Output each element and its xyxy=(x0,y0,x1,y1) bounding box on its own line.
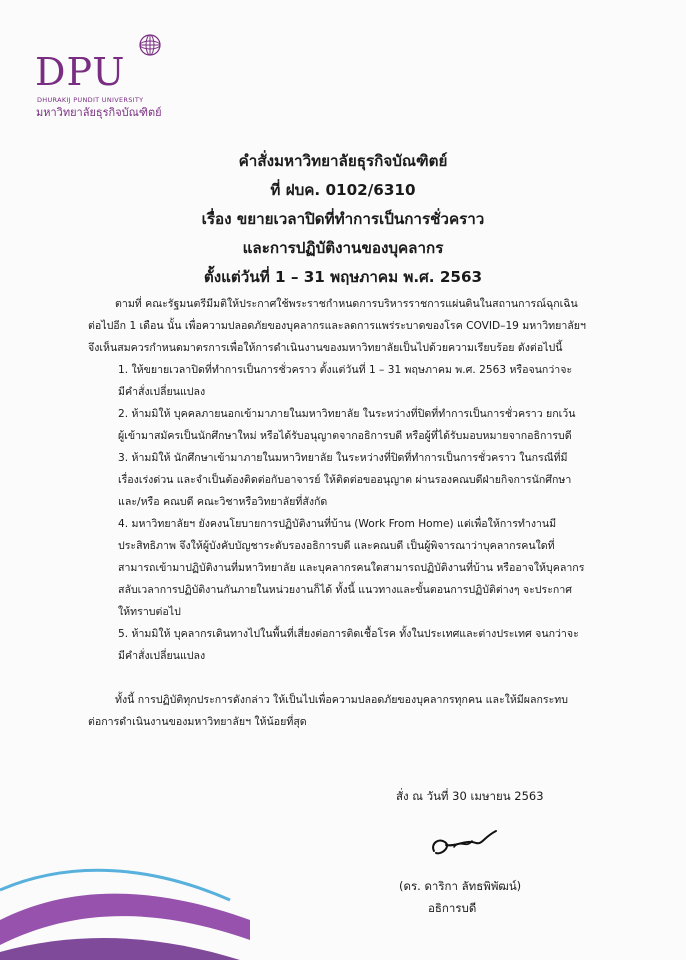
measure-line: 4. มหาวิทยาลัยฯ ยังคงนโยบายการปฏิบัติงานที่บ้าน (Work From Home) แต่เพื่อให้การทำงานมี xyxy=(118,518,557,530)
measure-line: ผู้เข้ามาสมัครเป็นนักศึกษาใหม่ หรือได้รับอนุญาตจากอธิการบดี หรือผู้ที่ได้รับมอบหมายจากอธิการบดี xyxy=(118,430,572,442)
measure-item-2 xyxy=(88,403,628,447)
heading-date-range: ตั้งแต่วันที่ 1 – 31 พฤษภาคม พ.ศ. 2563 xyxy=(203,268,483,286)
issued-date: สั่ง ณ วันที่ 30 เมษายน 2563 xyxy=(396,789,544,803)
measure-item-5 xyxy=(88,623,628,667)
logo-name-english: DHURAKIJ PUNDIT UNIVERSITY xyxy=(37,96,144,104)
closing-line: ต่อการดำเนินงานของมหาวิทยาลัยฯ ให้น้อยที่สุด xyxy=(88,716,307,728)
measure-line: มีคำสั่งเปลี่ยนแปลง xyxy=(118,386,206,398)
measure-line: สลับเวลาการปฏิบัติงานกันภายในหน่วยงานก็ได้ ทั้งนี้ แนวทางและขั้นตอนการปฏิบัติต่างๆ จะประกาศ xyxy=(118,584,573,596)
heading-order-number: ที่ ฝบค. 0102/6310 xyxy=(270,181,416,199)
signer-position: อธิการบดี xyxy=(428,901,477,915)
order-heading xyxy=(120,147,566,292)
measure-line: 1. ให้ขยายเวลาปิดที่ทำการเป็นการชั่วคราว ตั้งแต่วันที่ 1 – 31 พฤษภาคม พ.ศ. 2563 หรือจนกว่าจะ xyxy=(118,364,573,376)
measure-line: มีคำสั่งเปลี่ยนแปลง xyxy=(118,650,206,662)
intro-line: ตามที่ คณะรัฐมนตรีมีมติให้ประกาศใช้พระราชกำหนดการบริหารราชการแผ่นดินในสถานการณ์ฉุกเฉิน xyxy=(115,298,578,310)
university-logo xyxy=(33,30,173,125)
measure-line: และ/หรือ คณบดี คณะวิชาหรือวิทยาลัยที่สังกัด xyxy=(118,496,328,508)
globe-emblem-icon xyxy=(135,30,165,60)
measure-line: สามารถเข้ามาปฏิบัติงานที่มหาวิทยาลัย และบุคลากรคนใดสามารถปฏิบัติงานที่บ้าน หรืออาจให้บุคลากร xyxy=(118,562,585,574)
measure-item-4 xyxy=(88,513,628,623)
measure-item-1 xyxy=(88,359,628,403)
intro-line: จึงเห็นสมควรกำหนดมาตรการเพื่อให้การดำเนินงานของมหาวิทยาลัยเป็นไปด้วยความเรียบร้อย ดังต่อไปนี้ xyxy=(88,342,563,354)
measure-line: ประสิทธิภาพ จึงให้ผู้บังคับบัญชาระดับรองอธิการบดี และคณบดี เป็นผู้พิจารณาว่าบุคลากรคนใดที่ xyxy=(118,540,555,552)
decorative-swoosh xyxy=(0,770,260,960)
order-body xyxy=(88,293,628,733)
heading-title: คำสั่งมหาวิทยาลัยธุรกิจบัณฑิตย์ xyxy=(238,152,448,170)
logo-abbreviation: DPU xyxy=(35,50,126,94)
intro-paragraph xyxy=(88,293,628,359)
closing-paragraph xyxy=(88,689,628,733)
measure-line: ให้ทราบต่อไป xyxy=(118,606,181,618)
handwritten-signature xyxy=(426,825,506,865)
logo-name-thai: มหาวิทยาลัยธุรกิจบัณฑิตย์ xyxy=(36,106,162,119)
closing-line: ทั้งนี้ การปฏิบัติทุกประการดังกล่าว ให้เป็นไปเพื่อความปลอดภัยของบุคลากรทุกคน และให้มีผลกระทบ xyxy=(115,694,568,706)
signer-name: (ดร. ดาริกา ลัทธพิพัฒน์) xyxy=(399,879,522,893)
measure-line: เรื่องเร่งด่วน และจำเป็นต้องติดต่อกับอาจารย์ ให้ติดต่อขออนุญาต ผ่านรองคณบดีฝ่ายกิจการนักศึกษา xyxy=(118,474,572,486)
measure-line: 5. ห้ามมิให้ บุคลากรเดินทางไปในพื้นที่เสี่ยงต่อการติดเชื้อโรค ทั้งในประเทศและต่างประเทศ จนกว่าจะ xyxy=(118,628,579,640)
heading-subject-continued: และการปฏิบัติงานของบุคลากร xyxy=(242,239,444,257)
measure-line: 3. ห้ามมิให้ นักศึกษาเข้ามาภายในมหาวิทยาลัย ในระหว่างที่ปิดที่ทำการเป็นการชั่วคราว ในกรณีที่มี xyxy=(118,452,568,464)
measure-item-3 xyxy=(88,447,628,513)
heading-subject: เรื่อง ขยายเวลาปิดที่ทำการเป็นการชั่วคราว xyxy=(201,210,485,228)
intro-line: ต่อไปอีก 1 เดือน นั้น เพื่อความปลอดภัยของบุคลากรและลดการแพร่ระบาดของโรค COVID–19 มหาวิทยาลัยฯ xyxy=(88,320,586,332)
measure-line: 2. ห้ามมิให้ บุคคลภายนอกเข้ามาภายในมหาวิทยาลัย ในระหว่างที่ปิดที่ทำการเป็นการชั่วคราว ยกเว้น xyxy=(118,408,576,420)
